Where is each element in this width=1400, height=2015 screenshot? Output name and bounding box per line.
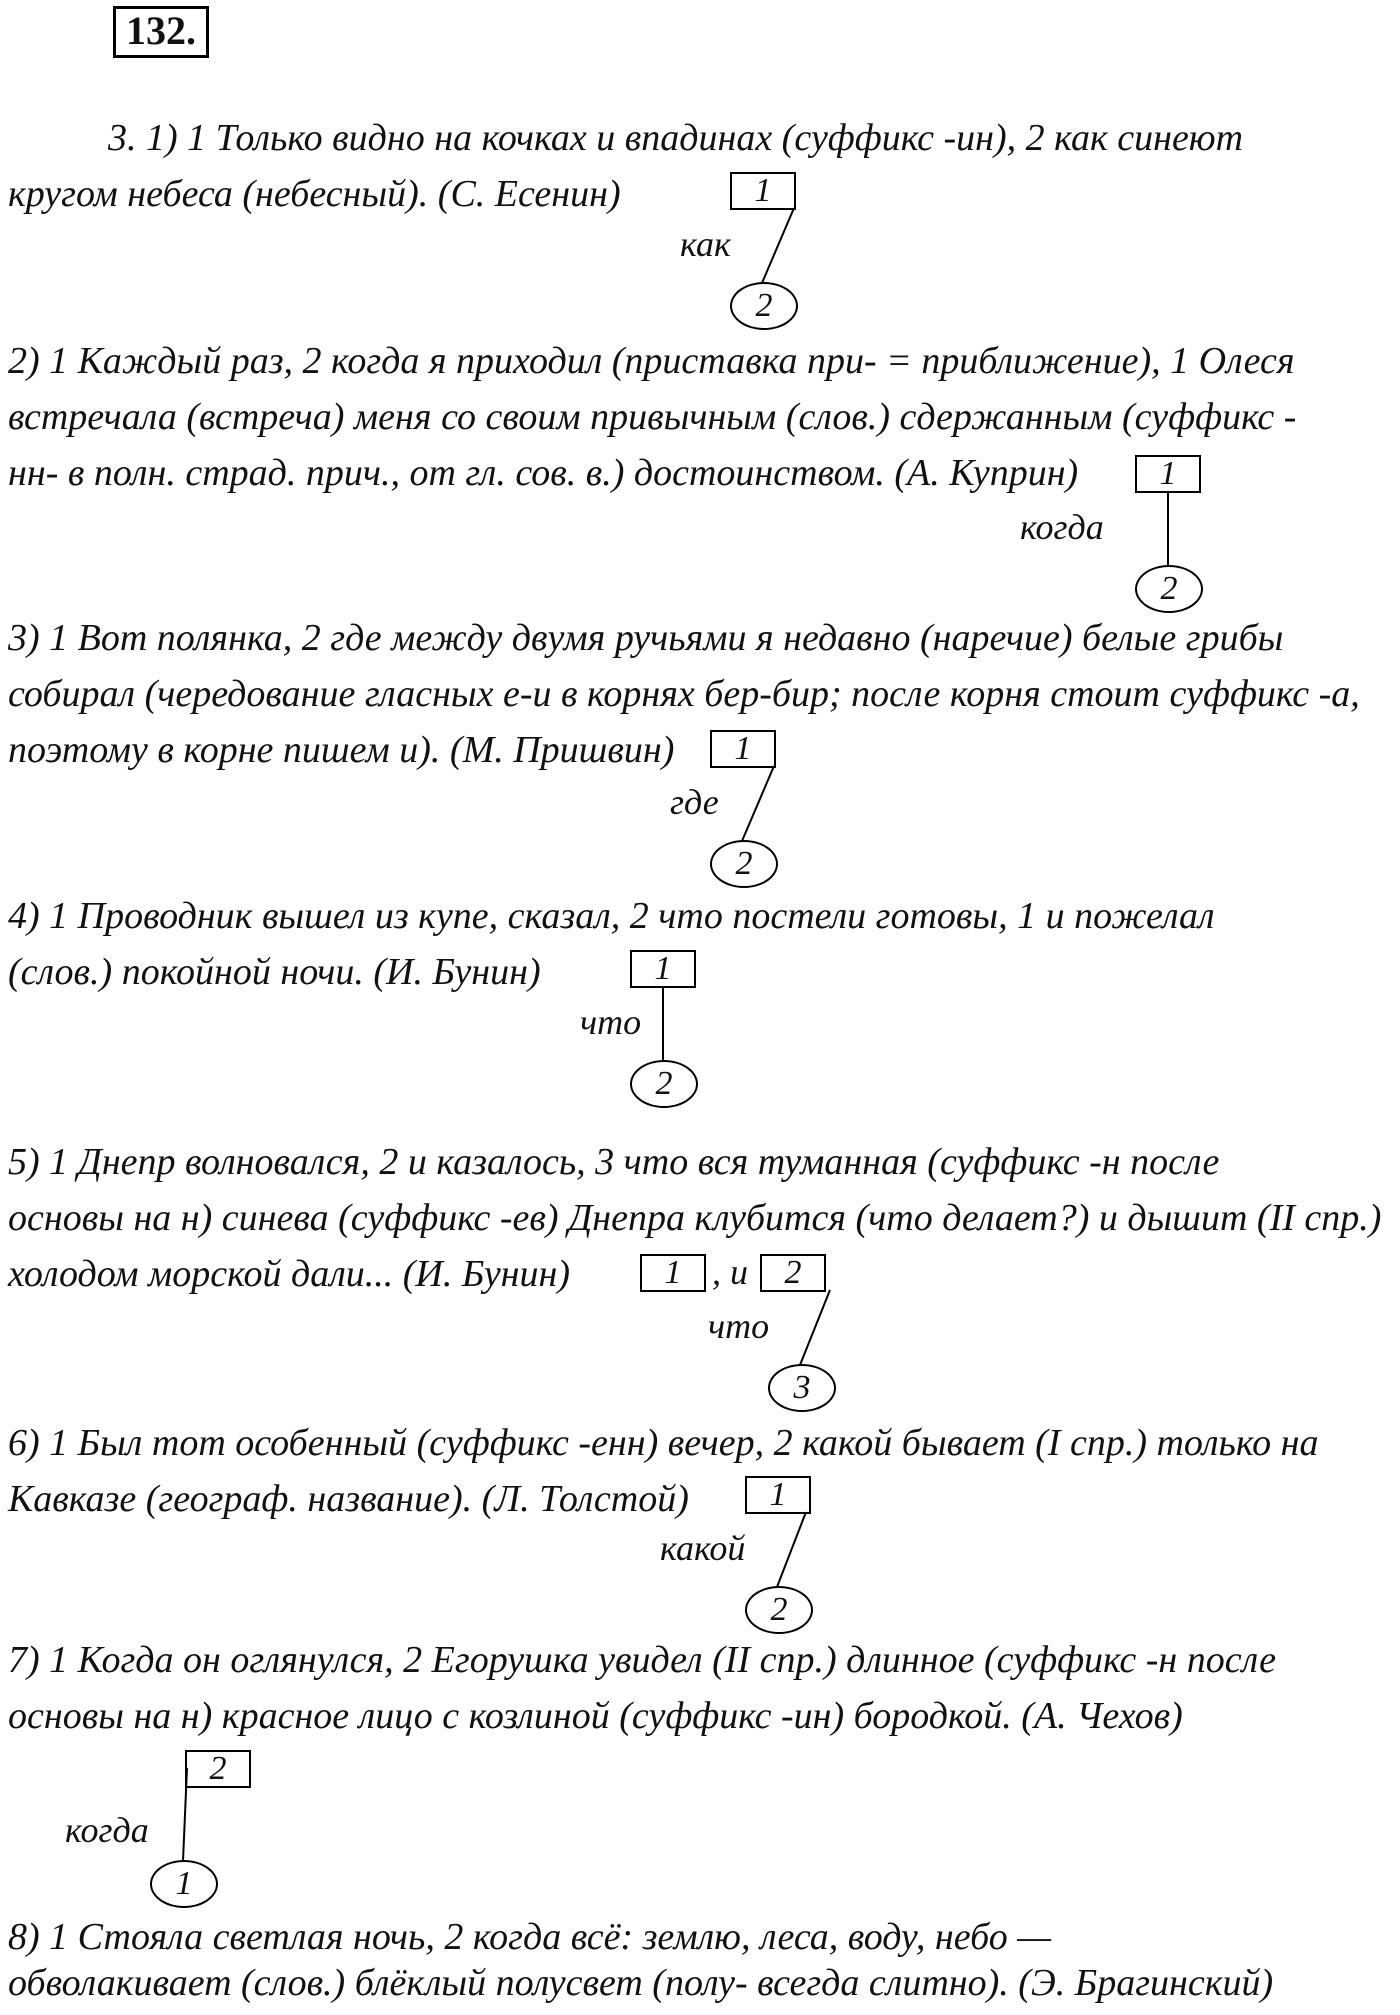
scheme-box: 1 xyxy=(630,950,696,988)
text-line-17: основы на н) красное лицо с козлиной (суффикс -ин) бородкой. (А. Чехов) xyxy=(8,1695,1183,1737)
scheme-conjunction: какой xyxy=(660,1528,746,1568)
scheme-conjunction: как xyxy=(680,224,731,264)
text-line-1: 3. 1) 1 Только видно на кочках и впадинах (суффикс -ин), 2 как синеют xyxy=(108,117,1244,159)
scheme-separator: , и xyxy=(712,1252,748,1292)
scheme-connector xyxy=(660,1476,830,1636)
text-line-4: встречала (встреча) меня со своим привычным (слов.) сдержанным (суффикс - xyxy=(8,396,1297,438)
text-line-13: холодом морской дали... (И. Бунин) xyxy=(8,1253,571,1295)
text-line-14: 6) 1 Был тот особенный (суффикс -енн) вечер, 2 какой бывает (I спр.) только на xyxy=(8,1422,1319,1464)
scheme-box: 2 xyxy=(185,1750,251,1788)
scheme-conjunction: что xyxy=(580,1002,642,1042)
text-line-6: 3) 1 Вот полянка, 2 где между двумя ручьями я недавно (наречие) белые грибы xyxy=(8,617,1284,659)
scheme-connector xyxy=(670,730,820,890)
scheme-box: 1 xyxy=(710,730,776,768)
scheme-oval: 3 xyxy=(768,1364,836,1412)
scheme-6 xyxy=(660,1476,830,1636)
text-line-5: нн- в полн. страд. прич., от гл. сов. в.) достоинством. (А. Куприн) xyxy=(8,452,1079,494)
scheme-oval: 1 xyxy=(150,1860,218,1908)
text-line-19: обволакивает (слов.) блёклый полусвет (полу- всегда слитно). (Э. Брагинский) xyxy=(8,1962,1274,2004)
text-line-3: 2) 1 Каждый раз, 2 когда я приходил (приставка при- = приближение), 1 Олеся xyxy=(8,340,1295,382)
scheme-oval: 2 xyxy=(630,1060,698,1108)
scheme-oval: 2 xyxy=(745,1586,813,1634)
text-line-7: собирал (чередование гласных е-и в корнях бер-бир; после корня стоит суффикс -а, xyxy=(8,673,1360,715)
scheme-box: 1 xyxy=(745,1476,811,1514)
text-line-16: 7) 1 Когда он оглянулся, 2 Егорушка увидел (II спр.) длинное (суффикс -н после xyxy=(8,1639,1276,1681)
text-line-15: Кавказе (географ. название). (Л. Толстой) xyxy=(8,1478,689,1520)
scheme-7 xyxy=(65,1750,265,1910)
scheme-conjunction: что xyxy=(708,1306,770,1346)
scheme-1 xyxy=(680,172,830,332)
scheme-5 xyxy=(640,1254,860,1414)
scheme-conjunction: где xyxy=(670,782,719,822)
scheme-oval: 2 xyxy=(710,840,778,888)
scheme-connector xyxy=(680,172,830,332)
text-line-10: (слов.) покойной ночи. (И. Бунин) xyxy=(8,951,541,993)
scheme-conjunction: когда xyxy=(1020,507,1104,547)
text-line-8: поэтому в корне пишем и). (М. Пришвин) xyxy=(8,729,675,771)
scheme-connector xyxy=(1020,455,1220,615)
exercise-number: 132. xyxy=(113,6,209,58)
scheme-connector xyxy=(65,1750,265,1910)
text-line-18: 8) 1 Стояла светлая ночь, 2 когда всё: землю, леса, воду, небо — xyxy=(8,1916,1052,1958)
scheme-2 xyxy=(1020,455,1220,615)
text-line-11: 5) 1 Днепр волновался, 2 и казалось, 3 что вся туманная (суффикс -н после xyxy=(8,1141,1220,1183)
scheme-box-2: 2 xyxy=(760,1254,826,1292)
scheme-3 xyxy=(670,730,820,890)
text-line-9: 4) 1 Проводник вышел из купе, сказал, 2 что постели готовы, 1 и пожелал xyxy=(8,895,1215,937)
text-line-12: основы на н) синева (суффикс -ев) Днепра клубится (что делает?) и дышит (II спр.) xyxy=(8,1197,1382,1239)
text-line-2: кругом небеса (небесный). (С. Есенин) xyxy=(8,173,621,215)
scheme-box: 1 xyxy=(730,172,796,210)
scheme-conjunction: когда xyxy=(65,1810,149,1850)
scheme-4 xyxy=(580,950,730,1110)
scheme-connector xyxy=(580,950,730,1110)
scheme-connector xyxy=(640,1254,860,1414)
scheme-oval: 2 xyxy=(1135,565,1203,613)
scheme-box: 1 xyxy=(1135,455,1201,493)
scheme-box: 1 xyxy=(640,1254,706,1292)
scheme-oval: 2 xyxy=(730,282,798,330)
